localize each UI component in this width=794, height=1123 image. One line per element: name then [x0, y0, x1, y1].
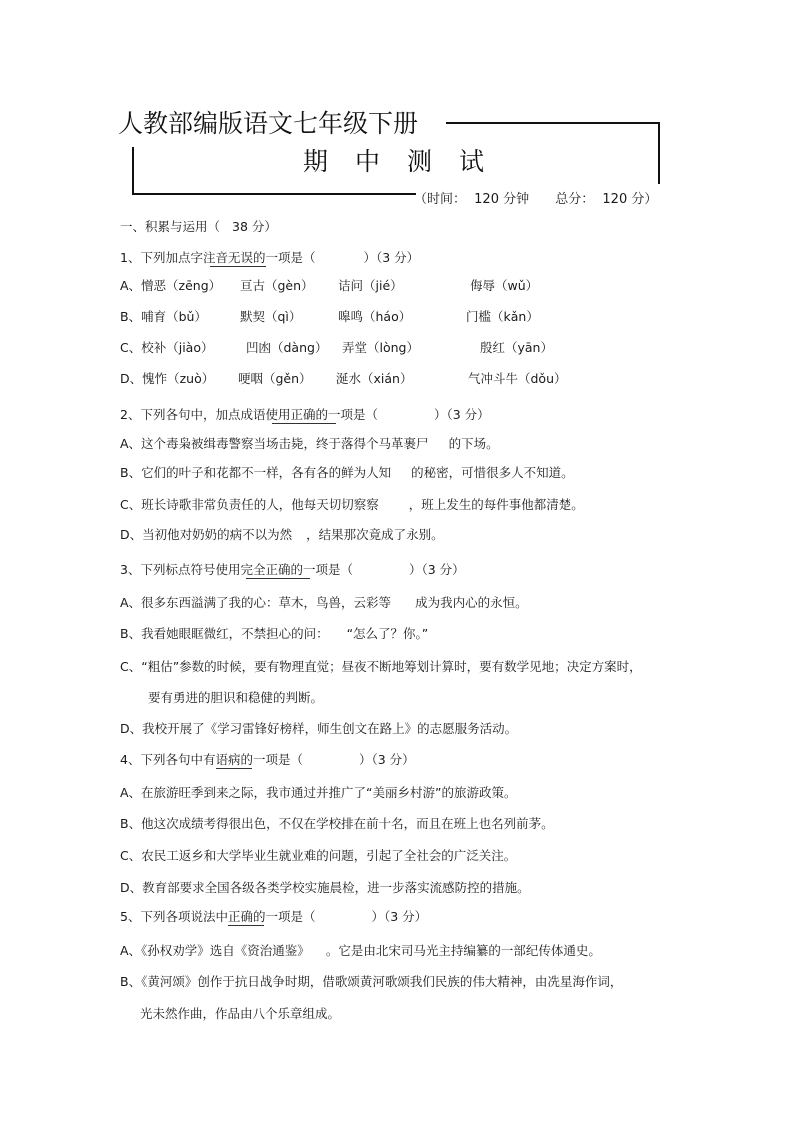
time-label: （时间： [414, 192, 467, 207]
section-title [120, 220, 277, 234]
question-4-option-a [120, 786, 517, 800]
option-item: 诘问（jié） [338, 278, 403, 293]
option-text: C、农民工返乡和大学毕业生就业难的问题，引起了全社会的广泛关注。 [120, 848, 517, 863]
question-2-text: 2、下列各句中，加点成语使用正确的一项是（ [120, 407, 378, 422]
question-5-points: ）（3 分） [371, 909, 428, 924]
q2-underline [272, 423, 336, 424]
option-tail: 的秘密，可惜很多人不知道。 [411, 465, 574, 480]
option-item: 侮辱（wǔ） [470, 278, 539, 293]
book-title: 人教部编版语文七年级下册 [118, 109, 419, 138]
option-text: 要有勇进的胆识和稳健的判断。 [148, 690, 324, 705]
question-1-option-b [120, 310, 539, 324]
question-1-points: ）（3 分） [363, 250, 420, 265]
option-item: B、哺育（bǔ） [120, 309, 207, 324]
question-3-text: 3、下列标点符号使用完全正确的一项是（ [120, 562, 353, 577]
q3-underline [246, 578, 310, 579]
option-item: 哽咽（gěn） [238, 371, 312, 386]
title-right-rule [658, 122, 660, 184]
question-5-option-b-cont [140, 1007, 340, 1021]
q1-underline [210, 266, 266, 267]
option-text: C、班长诗歌非常负责任的人，他每天切切察察 [120, 497, 379, 512]
option-tail: 。它是由北宋司马光主持编纂的一部纪传体通史。 [325, 943, 601, 958]
option-tail: ，结果那次竟成了永别。 [306, 527, 444, 542]
question-2-option-b [120, 466, 574, 480]
option-item: C、校补（jiào） [120, 340, 214, 355]
exam-title: 期中测试 [303, 147, 512, 176]
option-text: A、这个毒枭被缉毒警察当场击毙，终于落得个马革裹尸 [120, 436, 429, 451]
option-text: 光未然作曲，作品由八个乐章组成。 [140, 1006, 341, 1021]
time-value: 120 分钟 [474, 192, 530, 207]
question-3-option-a [120, 596, 528, 610]
option-item: 默契（qì） [240, 309, 302, 324]
exam-meta [414, 188, 661, 207]
option-text: D、教育部要求全国各级各类学校实施晨检，进一步落实流感防控的措施。 [120, 880, 530, 895]
question-1-stem [120, 251, 419, 265]
option-item: 弄堂（lòng） [342, 340, 419, 355]
question-1-option-a [120, 279, 538, 293]
question-2-stem [120, 408, 490, 422]
question-2-option-c [120, 498, 584, 512]
question-4-option-b [120, 817, 554, 831]
question-3-option-d [120, 722, 517, 736]
question-2-option-a [120, 437, 499, 451]
question-2-points: ）（3 分） [433, 407, 490, 422]
question-3-option-b [120, 627, 428, 641]
option-item: 殷红（yān） [480, 340, 553, 355]
option-tail: “怎么了？你。” [346, 626, 429, 641]
option-item: A、憎恶（zēng） [120, 278, 222, 293]
option-text: A、《孙权劝学》选自《资治通鉴》 [120, 943, 310, 958]
option-text: B、它们的叶子和花都不一样，各有各的鲜为人知 [120, 465, 392, 480]
question-4-option-c [120, 849, 516, 863]
question-5-text: 5、下列各项说法中正确的一项是（ [120, 909, 316, 924]
title-top-rule [446, 122, 660, 124]
question-3-points: ）（3 分） [408, 562, 465, 577]
question-3-option-c [120, 660, 642, 674]
score-label: 总分： [555, 192, 595, 207]
option-text: D、当初他对奶奶的病不以为然 [120, 527, 293, 542]
question-4-option-d [120, 881, 530, 895]
option-item: 凹凼（dàng） [246, 340, 328, 355]
q4-underline [216, 768, 252, 769]
question-4-points: ）（3 分） [358, 752, 415, 767]
section-title-text: 一、积累与运用（ [120, 219, 221, 234]
question-3-option-c-cont [148, 691, 323, 705]
question-5-stem [120, 910, 427, 924]
section-score: 38 分） [232, 219, 277, 234]
option-item: D、愧怍（zuò） [120, 371, 215, 386]
question-4-text: 4、下列各句中有语病的一项是（ [120, 752, 303, 767]
option-text: A、在旅游旺季到来之际，我市通过并推广了“美丽乡村游”的旅游政策。 [120, 785, 517, 800]
option-text: A、很多东西溢满了我的心：草木，鸟兽，云彩等 [120, 595, 392, 610]
option-item: 嗥鸣（háo） [338, 309, 412, 324]
option-tail: 的下场。 [448, 436, 499, 451]
option-text: B、我看她眼眶微红，不禁担心的问： [120, 626, 329, 641]
option-tail: ，班上发生的每件事他都清楚。 [408, 497, 584, 512]
title-bottom-rule [132, 193, 416, 195]
option-text: C、“粗估”参数的时候，要有物理直觉；昼夜不断地筹划计算时，要有数学见地；决定方案时， [120, 659, 642, 674]
option-item: 亘古（gèn） [240, 278, 314, 293]
question-2-option-d [120, 528, 444, 542]
option-item: 涎水（xián） [336, 371, 413, 386]
q5-underline [228, 925, 264, 926]
question-1-option-c [120, 341, 553, 355]
option-text: B、《黄河颂》创作于抗日战争时期，借歌颂黄河歌颂我们民族的伟大精神，由冼星海作词， [120, 974, 623, 989]
option-text: D、我校开展了《学习雷锋好榜样，师生创文在路上》的志愿服务活动。 [120, 721, 518, 736]
score-value: 120 分） [602, 192, 658, 207]
question-5-option-a [120, 944, 601, 958]
question-1-option-d [120, 372, 567, 386]
question-4-stem [120, 753, 415, 767]
option-text: B、他这次成绩考得很出色，不仅在学校排在前十名，而且在班上也名列前茅。 [120, 816, 554, 831]
title-left-rule [132, 147, 134, 195]
option-item: 门槛（kǎn） [466, 309, 539, 324]
question-1-text: 1、下列加点字注音无误的一项是（ [120, 250, 316, 265]
question-5-option-b [120, 975, 622, 989]
option-item: 气冲斗牛（dǒu） [468, 371, 567, 386]
option-tail: 成为我内心的永恒。 [415, 595, 528, 610]
question-3-stem [120, 563, 465, 577]
